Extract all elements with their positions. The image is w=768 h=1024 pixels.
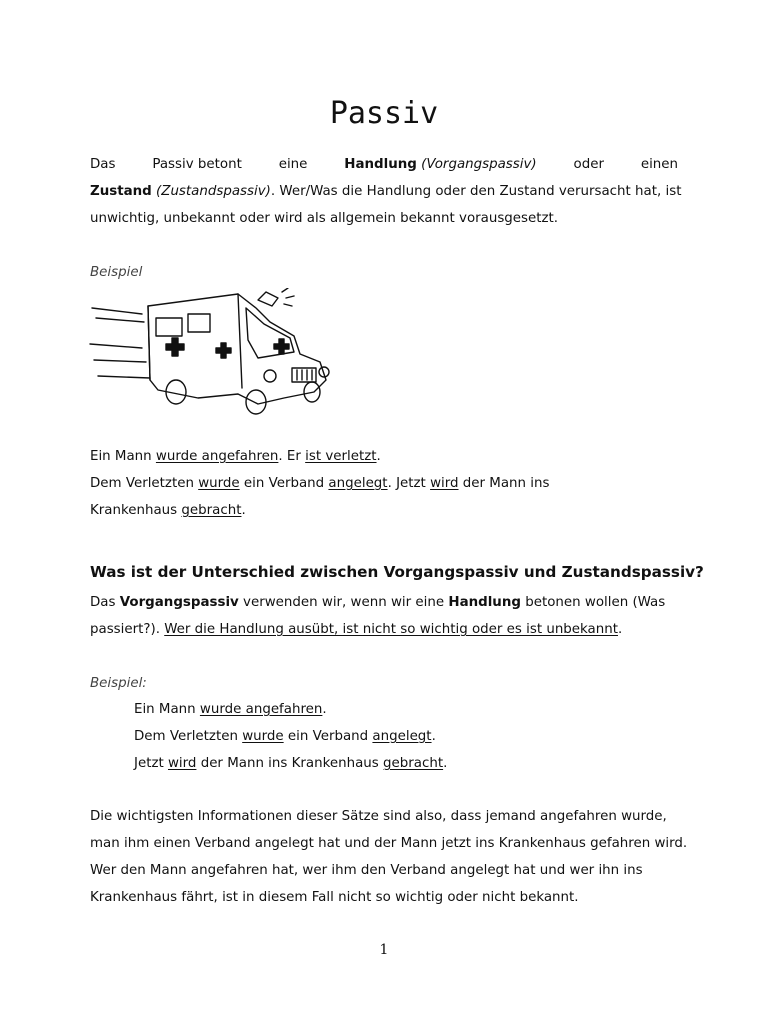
intro-word: eine — [278, 157, 308, 172]
example2-sentence-1 — [134, 701, 327, 719]
page-title: Passiv — [329, 96, 439, 131]
text: . — [431, 729, 436, 744]
summary-line-2: man ihm einen Verband angelegt hat und der Mann jetzt ins Krankenhaus gefahren wird. — [90, 836, 688, 851]
example2-sentence-3 — [134, 755, 447, 773]
intro-text: . Wer/Was die Handlung oder den Zustand verursacht hat, ist — [270, 184, 682, 199]
underlined-verb: wurde — [242, 729, 284, 744]
text: Krankenhaus — [90, 503, 182, 518]
underlined-verb: angelegt — [372, 729, 432, 744]
text: Ein Mann — [90, 449, 156, 464]
summary-line-4: Krankenhaus fährt, ist in diesem Fall nicht so wichtig oder nicht bekannt. — [90, 890, 579, 905]
example1-sentence-2 — [90, 475, 549, 493]
text: Dem Verletzten — [90, 476, 199, 491]
text: . — [443, 756, 448, 771]
underlined-verb: gebracht — [383, 756, 444, 771]
underlined-phrase: Wer die Handlung ausübt, ist nicht so wichtig oder es ist unbekannt — [164, 622, 618, 637]
text: Dem Verletzten — [134, 729, 243, 744]
example2-label: Beispiel: — [90, 676, 147, 691]
intro-word: einen — [640, 157, 678, 172]
text: . — [376, 449, 381, 464]
ambulance-illustration — [88, 288, 338, 418]
text: der Mann ins — [458, 476, 550, 491]
term-zustand: Zustand — [90, 184, 152, 199]
underlined-verb: wurde — [198, 476, 240, 491]
example1-sentence-3 — [90, 502, 246, 520]
text: der Mann ins Krankenhaus — [196, 756, 384, 771]
text: Ein Mann — [134, 702, 200, 717]
text: . Jetzt — [387, 476, 431, 491]
intro-word: Passiv betont — [152, 157, 242, 172]
section-heading: Was ist der Unterschied zwischen Vorgangspassiv und Zustandspassiv? — [90, 563, 704, 581]
section2-line-1 — [90, 594, 678, 612]
text: Jetzt — [134, 756, 168, 771]
term-vorgangspassiv: (Vorgangspassiv) — [421, 157, 537, 172]
text: Das — [90, 595, 120, 610]
intro-line-2 — [90, 183, 681, 201]
intro-word: oder — [573, 157, 604, 172]
summary-line-3: Wer den Mann angefahren hat, wer ihm den Verband angelegt hat und wer ihn ins — [90, 863, 643, 878]
section2-line-2 — [90, 621, 622, 639]
underlined-verb: wurde angefahren — [155, 449, 279, 464]
underlined-verb: wird — [167, 756, 197, 771]
underlined-verb: angelegt — [328, 476, 388, 491]
text: . — [322, 702, 327, 717]
underlined-verb: wurde angefahren — [199, 702, 323, 717]
term-handlung: Handlung — [448, 595, 521, 610]
underlined-verb: gebracht — [181, 503, 242, 518]
text: ein Verband — [239, 476, 329, 491]
text: . Er — [278, 449, 306, 464]
underlined-verb: wird — [430, 476, 459, 491]
underlined-verb: ist verletzt — [305, 449, 377, 464]
intro-line-1 — [90, 156, 678, 174]
text: . — [241, 503, 246, 518]
intro-line-3: unwichtig, unbekannt oder wird als allgemein bekannt vorausgesetzt. — [90, 211, 559, 226]
page-number: 1 — [379, 942, 389, 958]
text: verwenden wir, wenn wir eine — [238, 595, 449, 610]
text: . — [618, 622, 623, 637]
term-zustandspassiv: (Zustandspassiv) — [156, 184, 271, 199]
example1-sentence-1 — [90, 448, 381, 466]
text: ein Verband — [283, 729, 373, 744]
example2-sentence-2 — [134, 728, 436, 746]
term-handlung: Handlung — [344, 157, 417, 172]
summary-line-1: Die wichtigsten Informationen dieser Sätze sind also, dass jemand angefahren wurde, — [90, 809, 667, 824]
intro-word: Das — [90, 157, 116, 172]
term-vorgangspassiv: Vorgangspassiv — [119, 595, 239, 610]
text: passiert?). — [90, 622, 165, 637]
text: betonen wollen (Was — [520, 595, 666, 610]
example-label: Beispiel — [90, 265, 143, 280]
